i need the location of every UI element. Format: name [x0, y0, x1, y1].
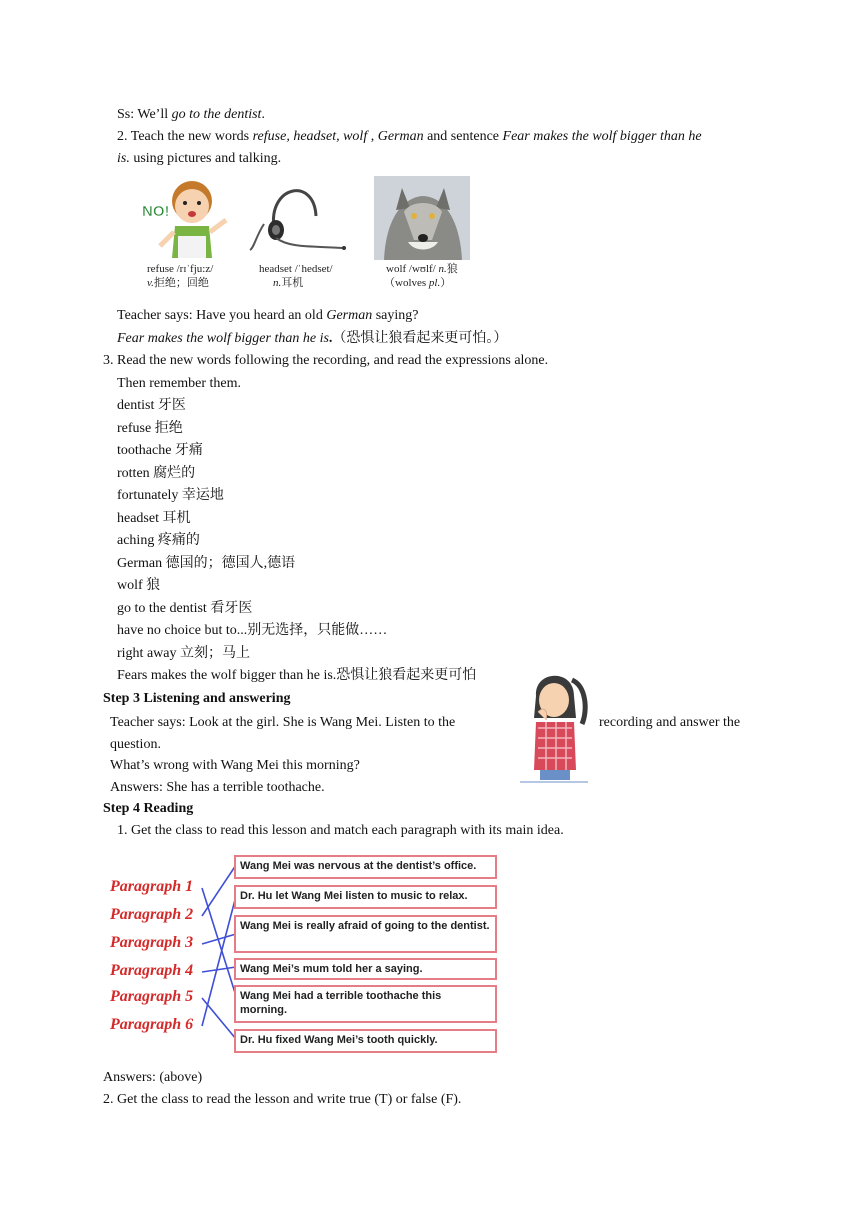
teach-line-2: is. using pictures and talking. — [117, 151, 282, 166]
main-idea-box: Dr. Hu fixed Wang Mei’s tooth quickly. — [234, 1029, 497, 1053]
vocab-item: wolf 狼 — [117, 578, 161, 593]
vocab-item: dentist 牙医 — [117, 398, 186, 413]
step3-title: Step 3 Listening and answering — [103, 691, 291, 706]
headset-caption-2: n.耳机 — [273, 277, 304, 289]
refuse-girl-illustration — [140, 176, 235, 260]
main-idea-box: Dr. Hu let Wang Mei listen to music to relax. — [234, 885, 497, 909]
paragraph-label: Paragraph 6 — [110, 1016, 194, 1033]
ss-line: Ss: We’ll go to the dentist. — [117, 107, 265, 122]
vocab-item: refuse 拒绝 — [117, 421, 183, 436]
headset-caption-1: headset /ˈhedset/ — [259, 263, 333, 275]
vocab-item: rotten 腐烂的 — [117, 466, 196, 481]
teacher-says-line: Teacher says: Have you heard an old German saying? — [117, 308, 419, 323]
vocab-item: German 德国的；德国人,德语 — [117, 556, 296, 571]
step4-answers: Answers: (above) — [103, 1070, 203, 1085]
refuse-caption-1: refuse /rɪˈfju:z/ — [147, 263, 214, 275]
wolf-caption-2: （wolves pl.） — [384, 277, 452, 289]
paragraph-label: Paragraph 5 — [110, 988, 194, 1005]
teach-line-1: 2. Teach the new words refuse, headset, wolf , German and sentence Fear makes the wolf bigger than he — [117, 129, 702, 144]
remember-line: Then remember them. — [117, 376, 242, 391]
vocab-item: right away 立刻；马上 — [117, 646, 250, 661]
step3-question: What’s wrong with Wang Mei this morning? — [110, 758, 360, 773]
step3-line1-left: Teacher says: Look at the girl. She is Wang Mei. Listen to the — [110, 715, 456, 730]
vocab-item: Fears makes the wolf bigger than he is.恐惧让狼看起来更可怕 — [117, 668, 477, 683]
vocab-item: go to the dentist 看牙医 — [117, 601, 253, 616]
paragraph-label: Paragraph 2 — [110, 906, 194, 923]
paragraph-label: Paragraph 4 — [110, 962, 194, 979]
paragraph-label: Paragraph 3 — [110, 934, 194, 951]
headset-illustration — [246, 176, 352, 260]
wolf-photo — [374, 176, 470, 260]
main-idea-box: Wang Mei’s mum told her a saying. — [234, 958, 497, 980]
main-idea-box: Wang Mei is really afraid of going to the dentist. — [234, 915, 497, 953]
wang-mei-illustration — [516, 666, 592, 786]
step4-task1: 1. Get the class to read this lesson and match each paragraph with its main idea. — [117, 823, 564, 838]
vocab-item: toothache 牙痛 — [117, 443, 203, 458]
main-idea-box: Wang Mei had a terrible toothache this morning. — [234, 985, 497, 1023]
wolf-caption-1: wolf /wʊlf/ n.狼 — [386, 263, 458, 275]
step3-line2: question. — [110, 737, 161, 752]
vocab-item: headset 耳机 — [117, 511, 191, 526]
step3-answer: Answers: She has a terrible toothache. — [110, 780, 325, 795]
read-words-heading: 3. Read the new words following the recording, and read the expressions alone. — [103, 353, 549, 368]
refuse-caption-2: v.拒绝；回绝 — [147, 277, 209, 289]
step3-line1-right: recording and answer the — [599, 715, 741, 730]
no-bubble-text: NO! — [142, 203, 170, 220]
vocab-item: have no choice but to...别无选择，只能做…… — [117, 623, 388, 638]
vocab-item: aching 疼痛的 — [117, 533, 200, 548]
step4-task2: 2. Get the class to read the lesson and write true (T) or false (F). — [103, 1092, 462, 1107]
step4-title: Step 4 Reading — [103, 801, 194, 816]
main-idea-box: Wang Mei was nervous at the dentist’s office. — [234, 855, 497, 879]
fear-saying-line: Fear makes the wolf bigger than he is.（恐惧让狼看起来更可怕。） — [117, 331, 508, 346]
paragraph-label: Paragraph 1 — [110, 878, 194, 895]
vocab-item: fortunately 幸运地 — [117, 488, 224, 503]
